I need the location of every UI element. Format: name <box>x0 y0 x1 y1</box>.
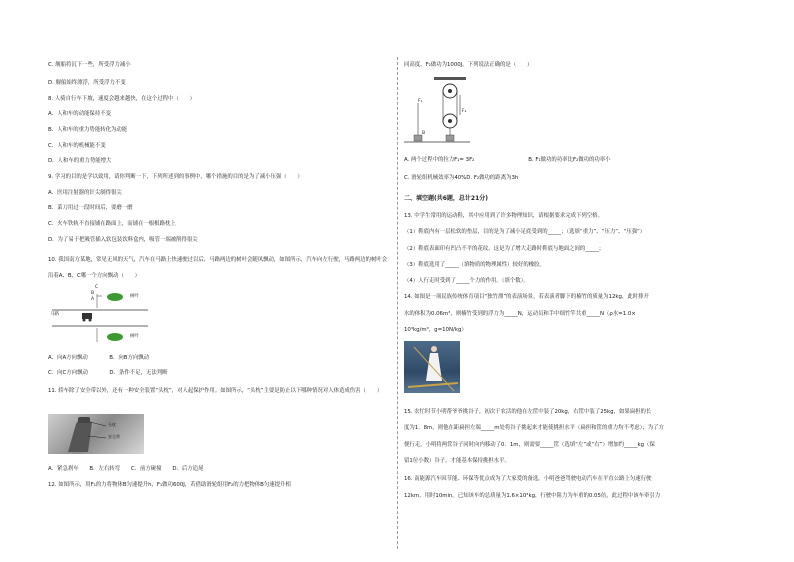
text-line: B．菜刀用过一段时间后，要磨一磨 <box>48 205 133 211</box>
label-a: A <box>91 297 95 302</box>
text-line: 水的体积为0.06m³，则楠竹受到的浮力为_____N，运动员和手中细竹竿共重_____N（ρ水=1.0× <box>404 311 636 317</box>
text-line: A．向A方向飘动 B．向B方向飘动 <box>48 355 150 361</box>
text-line: 13. 中学生常用的运动鞋，其中应用到了许多物理知识，请根据要求完成下列空格。 <box>404 213 603 219</box>
text-line: 10³kg/m³，g=10N/kg） <box>404 327 467 333</box>
text-line: A．紧急刹车 B．左右转弯 C．前方碰撞 D．后方追尾 <box>48 466 204 472</box>
label-b: B <box>91 291 95 296</box>
text-line: 9. 学习的目的是学以致用，请你判断一下，下列所述到的事例中，哪个措施的目的是为了减小压强（ ） <box>48 174 303 180</box>
text-line: C. 滑轮组机械效率为40%D. F₂做功的距离为3h <box>404 175 519 181</box>
car-road-diagram <box>48 284 158 344</box>
text-line: D．人和车的重力势能增大 <box>48 158 112 164</box>
section-heading: 二、填空题(共6题，总计21分) <box>404 195 489 202</box>
text-line: A. 两个过程中的拉力F₁= 3F₂ B. F₁做功的功率比F₂做功的功率小 <box>404 157 611 163</box>
text-line: A．医用注射器的针尖制得很尖 <box>48 190 122 196</box>
text-line: 12. 如图所示，用F₁的力将物体B匀速提升h，F₁做功600J，若借助滑轮组用F₂的力把物体B匀速提升相 <box>48 482 291 488</box>
column-divider <box>397 57 398 549</box>
text-line: 10. 我国南方某地，常见无风的天气，汽车在马路上快速驶过以后，马路两边的树叶会随风飘动，如图所示，汽车向左行驶，马路两边的树叶会沿着A、B、C哪一个方向飘动（ ） <box>48 257 388 279</box>
text-line: 11. 轿车除了安全带以外，还有一种安全装置“头枕”，对人起保护作用。如图所示，“头枕”主要是防止以下哪种情况对人体造成伤害（ ） <box>48 388 383 394</box>
label-tree: 树叶 <box>130 334 139 339</box>
label-b: B <box>422 131 426 136</box>
text-line: B．人和车的重力势能转化为动能 <box>48 127 128 133</box>
label-headrest: 头枕 <box>108 422 116 427</box>
text-line: A．人和车的动能保持不变 <box>48 111 111 117</box>
text-line: 16. 南能源汽车因节能、环保等优点成为了大家爱的备选。小明爸爸驾驶电动汽车在平直公路上匀速行驶 <box>404 476 652 482</box>
label-seatbelt: 安全带 <box>108 434 120 439</box>
text-line: 留1位小数）谷子，才能基本保持挑担水平。 <box>404 458 510 464</box>
text-line: C．人和车的机械能不变 <box>48 143 106 149</box>
car-seat-photo <box>48 414 144 454</box>
leaf-icon <box>107 333 123 341</box>
label-c: C <box>95 285 99 290</box>
text-line: 8. 人骑自行车下坡，速度会越来越快，在这个过程中（ ） <box>48 96 196 102</box>
text-line: C. 舰船将沉下一些，所受浮力减小 <box>48 62 131 68</box>
text-line: 便行走，小明将两筐谷子同时向内移动了0．1m，则需要_____筐（选填“左”或“右”）增加约_____kg（保 <box>404 442 655 448</box>
text-line: C．火车铁轨不直接铺在路面上，而铺在一根根路枕上 <box>48 221 176 227</box>
text-line: （4）人行走时受到了_____个力的作用。（填个数）。 <box>404 278 529 284</box>
label-f1: F₁ <box>418 99 423 104</box>
text-line: 12km，用时10min。已知该车的总质量为1.6×10³kg，行驶中阻力为车重的0.05倍，此过程中该车牵引力 <box>404 493 661 499</box>
label-road: 马路 <box>50 312 59 317</box>
text-line: （3）鞋底选用了_____（填物质的物理属性）较好的橡胶。 <box>404 262 545 268</box>
text-line: 同高度，F₂做功为1000J。下列说法正确的是（ ） <box>404 62 533 68</box>
text-line: 14. 如图是一项民族传统体育项目“独竹漂”的表演场景，若表演者脚下的楠竹的质量为12kg，此时排开 <box>404 294 649 300</box>
text-line: （1）鞋底内有一层松软的垫层，目的是为了减小足底受到的_____；（选填“重力”、“压力”、“压强”） <box>404 229 646 235</box>
text-line: （2）鞋底表面印有凹凸不平的花纹，这是为了增大走路时鞋底与地面之间的_____； <box>404 246 605 252</box>
leaf-icon <box>107 293 123 301</box>
text-line: 15. 农忙时节小明帮爷爷挑谷子，初次干农活的他在左筐中装了20kg，右筐中装了25kg，如果扁担的长 <box>404 409 652 415</box>
pulley-diagram <box>404 75 470 151</box>
bamboo-rafting-photo <box>404 341 460 393</box>
label-f2: F₂ <box>462 109 467 114</box>
text-line: 度为1．8m，则他在距扁担左端_____m处将谷子挑起来才能使挑担水平（扁担和筐的重力均不考虑）；为了方 <box>404 425 664 431</box>
text-line: C．向C方向飘动 D．条件不足，无法判断 <box>48 370 168 376</box>
text-line: D．为了易于把吸管插入软包装饮料盒内，吸管一端被削得很尖 <box>48 237 198 243</box>
text-line: D. 舰船始终漂浮，所受浮力不变 <box>48 80 126 86</box>
label-tree: 树叶 <box>130 294 139 299</box>
